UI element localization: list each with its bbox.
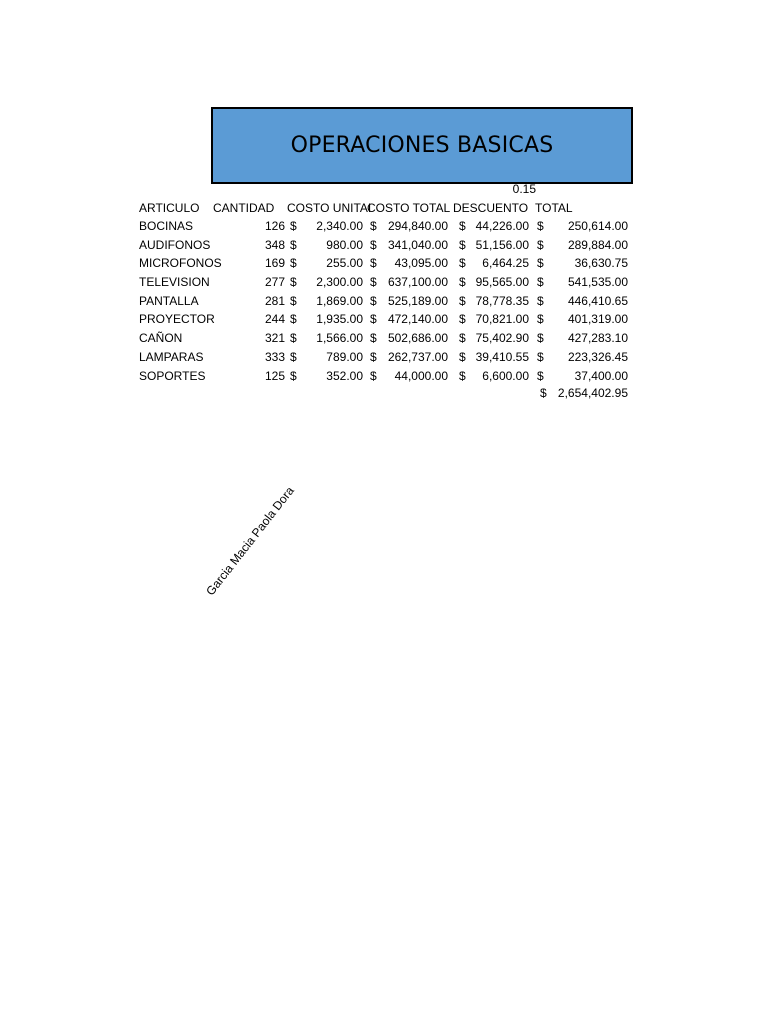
cell-cantidad: 126 (264, 219, 285, 233)
currency-symbol: $ (537, 349, 544, 364)
currency-symbol: $ (537, 331, 544, 346)
currency-symbol: $ (370, 331, 377, 346)
header-total: TOTAL (535, 201, 573, 215)
cell-descuento: 75,402.90 (475, 331, 529, 346)
header-cantidad: CANTIDAD (213, 201, 275, 215)
cell-costo-total: 341,040.00 (387, 237, 448, 252)
cell-costo-unitario: 352.00 (326, 368, 363, 383)
cell-articulo: PROYECTOR (139, 312, 215, 327)
cell-articulo: PANTALLA (139, 293, 199, 308)
currency-symbol: $ (370, 349, 377, 364)
cell-costo-total: 637,100.00 (387, 275, 448, 290)
cell-total: 250,614.00 (567, 219, 628, 233)
currency-symbol: $ (537, 219, 544, 233)
cell-costo-total: 44,000.00 (394, 368, 448, 383)
cell-costo-unitario: 789.00 (326, 349, 363, 364)
cell-costo-unitario: 980.00 (326, 237, 363, 252)
currency-symbol: $ (537, 293, 544, 308)
currency-symbol: $ (459, 293, 466, 308)
cell-articulo: LAMPARAS (139, 349, 204, 364)
currency-symbol: $ (459, 219, 466, 233)
cell-descuento: 39,410.55 (475, 349, 529, 364)
cell-total: 401,319.00 (567, 312, 628, 327)
cell-cantidad: 281 (264, 293, 285, 308)
cell-cantidad: 169 (264, 256, 285, 271)
cell-descuento: 44,226.00 (475, 219, 529, 233)
cell-descuento: 95,565.00 (475, 275, 529, 290)
cell-cantidad: 125 (264, 368, 285, 383)
currency-symbol: $ (370, 312, 377, 327)
currency-symbol: $ (459, 368, 466, 383)
currency-symbol: $ (537, 237, 544, 252)
cell-costo-total: 472,140.00 (387, 312, 448, 327)
currency-symbol: $ (537, 275, 544, 290)
cell-costo-unitario: 2,300.00 (316, 275, 363, 290)
cell-costo-unitario: 1,566.00 (316, 331, 363, 346)
cell-total: 446,410.65 (567, 293, 628, 308)
currency-symbol: $ (290, 368, 297, 383)
cell-descuento: 70,821.00 (475, 312, 529, 327)
header-costo-unitario: COSTO UNITAI (287, 201, 372, 215)
header-articulo: ARTICULO (139, 201, 200, 215)
currency-symbol: $ (537, 312, 544, 327)
cell-costo-unitario: 2,340.00 (316, 219, 363, 233)
cell-articulo: TELEVISION (139, 275, 210, 290)
page-title: OPERACIONES BASICAS (290, 133, 554, 158)
currency-symbol: $ (290, 312, 297, 327)
cell-total: 37,400.00 (574, 368, 628, 383)
cell-total: 36,630.75 (574, 256, 628, 271)
currency-symbol: $ (459, 349, 466, 364)
cell-articulo: MICROFONOS (139, 256, 222, 271)
currency-symbol: $ (370, 256, 377, 271)
cell-total: 541,535.00 (567, 275, 628, 290)
cell-costo-unitario: 1,869.00 (316, 293, 363, 308)
currency-symbol: $ (537, 368, 544, 383)
currency-symbol: $ (290, 237, 297, 252)
cell-articulo: SOPORTES (139, 368, 206, 383)
cell-cantidad: 348 (264, 237, 285, 252)
currency-symbol: $ (370, 275, 377, 290)
currency-symbol: $ (459, 256, 466, 271)
currency-symbol: $ (459, 275, 466, 290)
currency-symbol: $ (370, 237, 377, 252)
cell-descuento: 6,600.00 (482, 368, 529, 383)
discount-rate: 0.15 (512, 182, 536, 196)
currency-symbol: $ (459, 331, 466, 346)
currency-symbol: $ (370, 368, 377, 383)
cell-costo-unitario: 255.00 (326, 256, 363, 271)
cell-cantidad: 321 (264, 331, 285, 346)
grand-total-value: 2,654,402.95 (557, 386, 628, 400)
signature: Garcia Macia Paola Dora (203, 483, 297, 599)
currency-symbol: $ (290, 331, 297, 346)
cell-cantidad: 277 (264, 275, 285, 290)
currency-symbol: $ (370, 219, 377, 233)
cell-costo-total: 525,189.00 (387, 293, 448, 308)
cell-descuento: 6,464.25 (482, 256, 529, 271)
currency-symbol: $ (290, 219, 297, 233)
title-box (211, 107, 633, 184)
cell-cantidad: 333 (264, 349, 285, 364)
cell-total: 223,326.45 (567, 349, 628, 364)
cell-costo-unitario: 1,935.00 (316, 312, 363, 327)
cell-descuento: 51,156.00 (475, 237, 529, 252)
cell-costo-total: 502,686.00 (387, 331, 448, 346)
currency-symbol: $ (290, 256, 297, 271)
cell-articulo: CAÑON (139, 331, 183, 346)
currency-symbol: $ (537, 256, 544, 271)
cell-cantidad: 244 (264, 312, 285, 327)
currency-symbol: $ (540, 386, 547, 400)
cell-descuento: 78,778.35 (475, 293, 529, 308)
currency-symbol: $ (290, 293, 297, 308)
cell-costo-total: 262,737.00 (387, 349, 448, 364)
cell-articulo: BOCINAS (139, 219, 194, 233)
currency-symbol: $ (459, 237, 466, 252)
cell-costo-total: 294,840.00 (387, 219, 448, 233)
cell-total: 427,283.10 (567, 331, 628, 346)
header-descuento: DESCUENTO (453, 201, 529, 215)
currency-symbol: $ (370, 293, 377, 308)
cell-total: 289,884.00 (567, 237, 628, 252)
cell-costo-total: 43,095.00 (394, 256, 448, 271)
currency-symbol: $ (290, 349, 297, 364)
header-costo-total: COSTO TOTAL (367, 201, 451, 215)
currency-symbol: $ (459, 312, 466, 327)
currency-symbol: $ (290, 275, 297, 290)
cell-articulo: AUDIFONOS (139, 237, 211, 252)
